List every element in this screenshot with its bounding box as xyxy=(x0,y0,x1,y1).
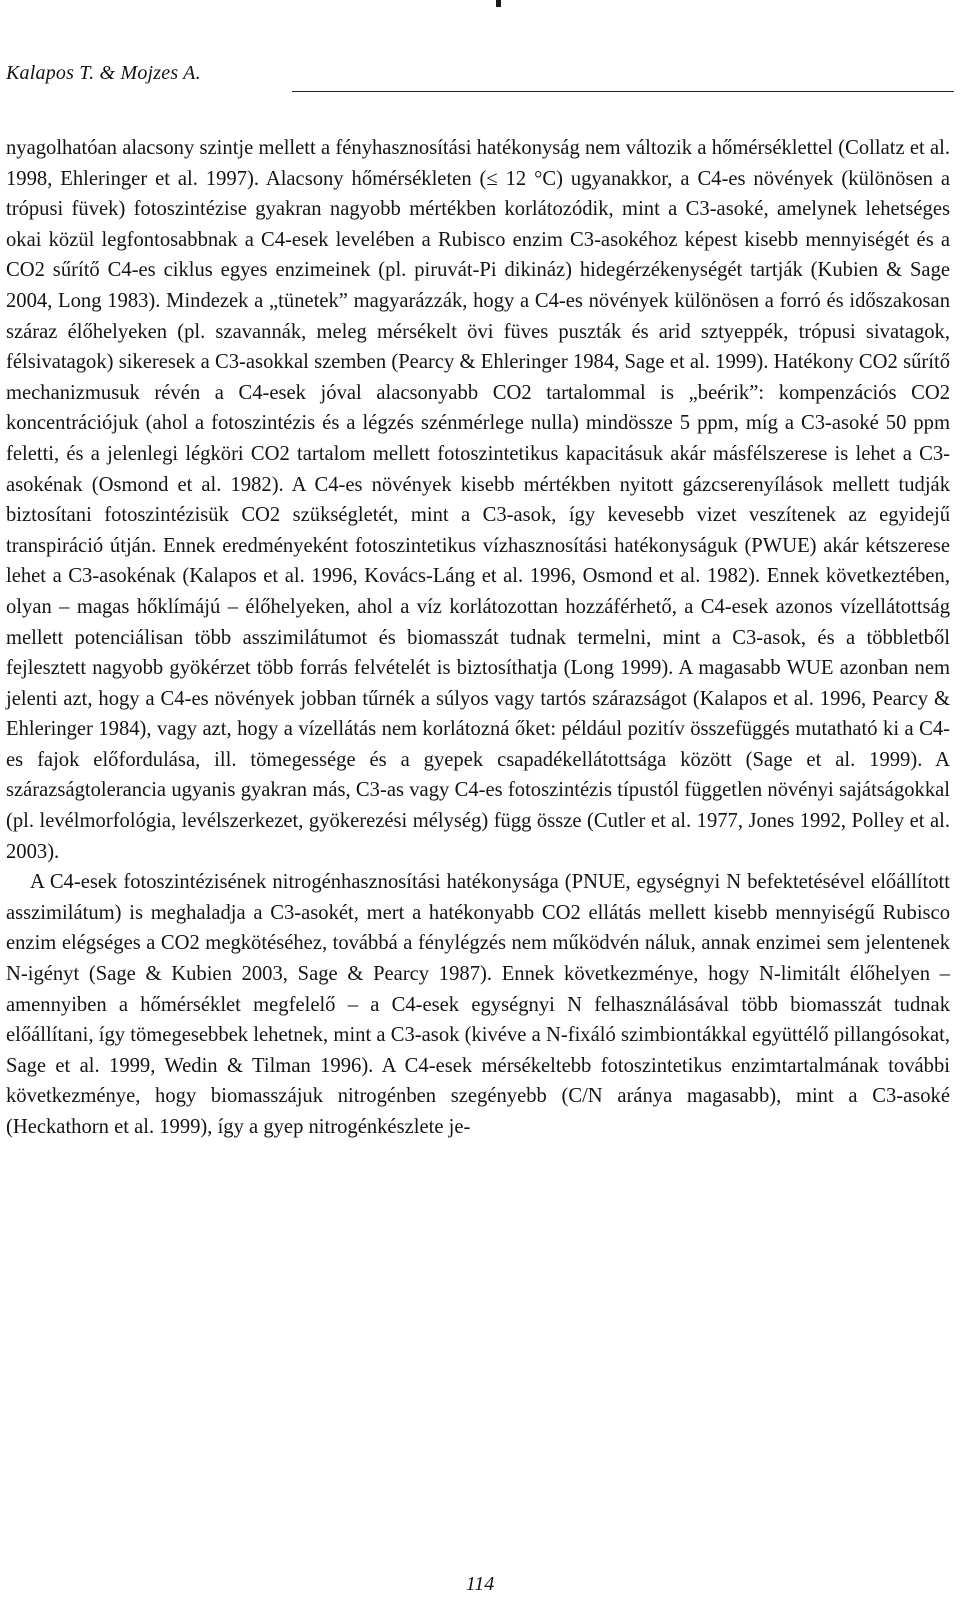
running-header-authors: Kalapos T. & Mojzes A. xyxy=(6,62,201,84)
scan-artifact-mark xyxy=(496,0,501,7)
paragraph-2: A C4-esek fotoszintézisének nitrogénhasznosítási hatékonysága (PNUE, egységnyi N befektetésével előállított asszimilátum) is meghaladja a C3-asokét, mert a hatékonyabb CO2 ellátás mellett kisebb mennyiségű Rubisco enzim elégséges a CO2 megkötéséhez, továbbá a fénylégzés nem működvén náluk, annak enzimei sem jelentenek N-igényt (Sage & Kubien 2003, Sage & Pearcy 1987). Ennek következménye, hogy N-limitált élőhelyen – amennyiben a hőmérséklet megfelelő – a C4-esek egységnyi N felhasználásával több biomasszát tudnak előállítani, így tömegesebbek lehetnek, mint a C3-asok (kivéve a N-fixáló szimbiontákkal együttélő pillangósokat, Sage et al. 1999, Wedin & Tilman 1996). A C4-esek mérsékeltebb fotoszintetikus enzimtartalmának további következménye, hogy biomasszájuk nitrogénben szegényebb (C/N aránya magasabb), mint a C3-asoké (Heckathorn et al. 1999), így a gyep nitrogénkészlete je- xyxy=(6,871,950,1138)
paragraph-1: nyagolhatóan alacsony szintje mellett a fényhasznosítási hatékonyság nem változik a hőmérséklettel (Collatz et al. 1998, Ehleringer et al. 1997). Alacsony hőmérsékleten (≤ 12 °C) ugyanakkor, a C4-es növények (különösen a trópusi füvek) fotoszintézise gyakran nagyobb mértékben korlátozódik, mint a C3-asoké, amelynek lehetséges okai közül legfontosabbnak a C4-esek levelében a Rubisco enzim C3-asokéhoz képest kisebb mennyiségét és a CO2 sűrítő C4-es ciklus egyes enzimeinek (pl. piruvát-Pi dikináz) hidegérzékenységét tartják (Kubien & Sage 2004, Long 1983). Mindezek a „tünetek” magyarázzák, hogy a C4-es növények különösen a forró és időszakosan száraz élőhelyeken (pl. szavannák, meleg mérsékelt övi füves puszták és arid sztyeppék, trópusi sivatagok, félsivatagok) sikeresek a C3-asokkal szemben (Pearcy & Ehleringer 1984, Sage et al. 1999). Hatékony CO2 sűrítő mechanizmusuk révén a C4-esek jóval alacsonyabb CO2 tartalommal is „beérik”: kompenzációs CO2 koncentrációjuk (ahol a fotoszintézis és a légzés szénmérlege nulla) mindössze 5 ppm, míg a C3-asoké 50 ppm feletti, és a jelenlegi légköri CO2 tartalom mellett fotoszintetikus kapacitásuk akár másfélszerese is lehet a C3-asokénak (Osmond et al. 1982). A C4-es növények kisebb mértékben nyitott gázcserenyílások mellett tudják biztosítani fotoszintézisük CO2 szükségletét, mint a C3-asok, így kevesebb vizet veszítenek az egyidejű transpiráció útján. Ennek eredményeként fotoszintetikus vízhasznosítási hatékonyságuk (PWUE) akár kétszerese lehet a C3-asokénak (Kalapos et al. 1996, Kovács-Láng et al. 1996, Osmond et al. 1982). Ennek következtében, olyan – magas hőklímájú – élőhelyeken, ahol a víz korlátozottan hozzáférhető, a C4-esek azonos vízellátottság mellett potenciálisan több asszimilátumot és biomasszát tudnak termelni, mint a C3-asok, és a többletből fejlesztett nagyobb gyökérzet több forrás felvételét is biztosíthatja (Long 1999). A magasabb WUE azonban nem jelenti azt, hogy a C4-es növények jobban tűrnék a súlyos vagy tartós szárazságot (Kalapos et al. 1996, Pearcy & Ehleringer 1984), vagy azt, hogy a vízellátás nem korlátozná őket: például pozitív összefüggés mutatható ki a C4-es fajok előfordulása, ill. tömegessége és a gyepek csapadékellátottsága között (Sage et al. 1999). A szárazságtolerancia ugyanis gyakran más, C3-as vagy C4-es fotoszintézis típustól független növényi sajátságokkal (pl. levélmorfológia, levélszerkezet, gyökerezési mélység) függ össze (Cutler et al. 1977, Jones 1992, Polley et al. 2003). xyxy=(6,137,950,863)
page-number: 114 xyxy=(465,1573,495,1595)
body-text xyxy=(6,133,950,1143)
header-rule xyxy=(292,91,954,92)
